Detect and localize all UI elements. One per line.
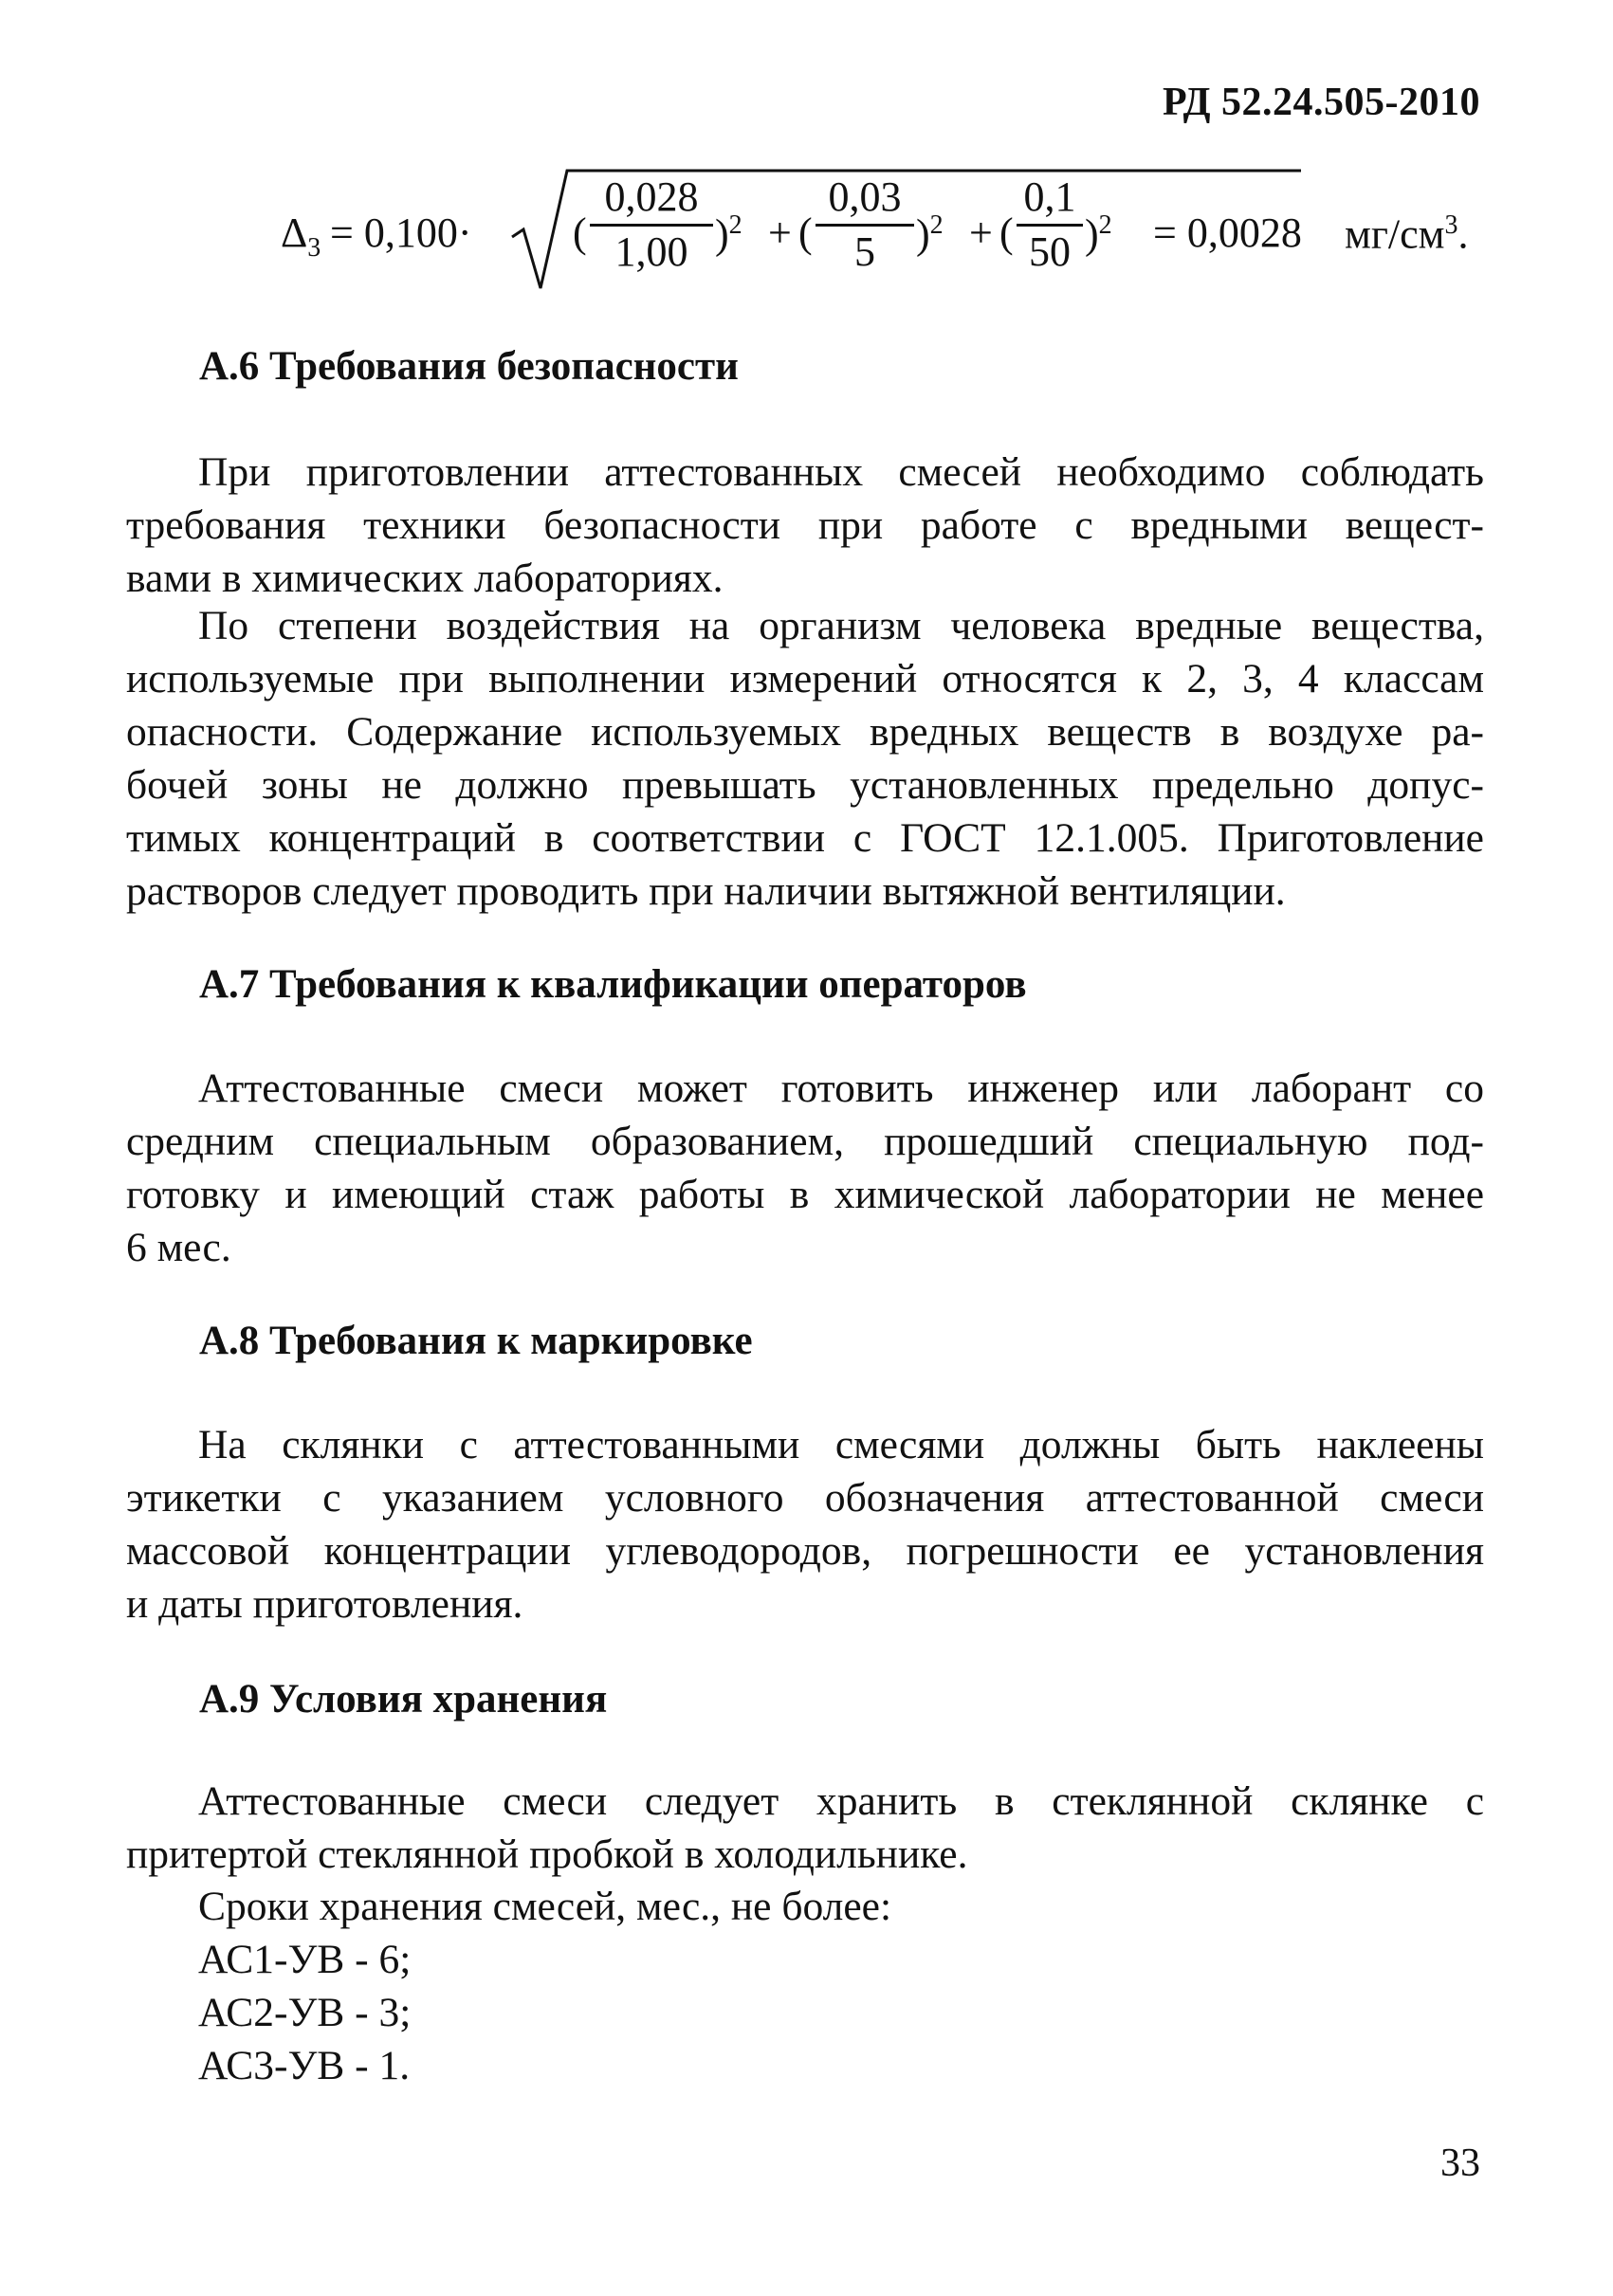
fraction-denominator: 50	[1029, 228, 1071, 275]
fraction-numerator: 0,1	[1023, 173, 1076, 220]
fraction-term-3	[1017, 173, 1083, 275]
formula-coefficient: = 0,100·	[330, 210, 472, 256]
section-heading-a6: А.6 Требования безопасности	[199, 344, 739, 389]
plus-sign: +	[768, 210, 792, 256]
section-heading-a7: А.7 Требования к квалификации операторов	[199, 962, 1027, 1007]
term-3-close: )$^2$	[1085, 210, 1112, 258]
paren-open: (	[798, 210, 813, 256]
paragraph-a7-1: Аттестованные смеси может готовить инженер или лаборант со средним специальным образованием, прошедший специальную под- готовку и имеющий стаж работы в химической лаборатории не менее 6 мес.	[126, 1066, 1484, 1270]
section-heading-a8: А.8 Требования к маркировке	[199, 1319, 753, 1363]
fraction-bar	[1017, 224, 1083, 227]
fraction-numerator: 0,03	[828, 173, 902, 220]
fraction-bar	[816, 224, 914, 227]
formula-unit: $мг/см^3$.	[1345, 210, 1469, 258]
formula-lhs: $\Delta_3$	[281, 210, 321, 263]
section-heading-a9: А.9 Условия хранения	[199, 1677, 608, 1722]
fraction-numerator: 0,028	[604, 173, 699, 220]
plus-sign: +	[969, 210, 993, 256]
fraction-denominator: 1,00	[614, 228, 688, 275]
document-code: РД 52.24.505-2010	[1162, 81, 1480, 124]
storage-terms-intro: Сроки хранения смесей, мес., не более:	[198, 1884, 892, 1929]
fraction-bar	[590, 224, 713, 227]
formula-result: = 0,0028	[1153, 210, 1302, 256]
term-2-close: )$^2$	[916, 210, 944, 258]
formula-delta3	[281, 163, 1469, 305]
list-item: АС1-УВ - 6;	[198, 1937, 412, 1982]
list-item: АС2-УВ - 3;	[198, 1990, 412, 2035]
paragraph-a9-1: Аттестованные смеси следует хранить в стеклянной склянке с притертой стеклянной пробкой в холодильнике.	[126, 1778, 1484, 1877]
paren-open: (	[573, 210, 587, 256]
list-item: АС3-УВ - 1.	[198, 2043, 411, 2088]
fraction-term-1	[590, 173, 713, 275]
fraction-term-2	[816, 173, 914, 275]
term-1-close: )$^2$	[715, 210, 742, 258]
paragraph-a6-1: При приготовлении аттестованных смесей необходимо соблюдать требования техники безопасности при работе с вредными вещест- вами в химических лабораториях.	[126, 449, 1484, 601]
fraction-denominator: 5	[854, 228, 875, 275]
page-number: 33	[1440, 2141, 1480, 2185]
paragraph-a6-2: По степени воздействия на организм человека вредные вещества, используемые при выполнении измерений относятся к 2, 3, 4 классам опасности. Содержание используемых вредных веществ в воздухе ра- бочей зоны не должно превышать установленных предельно допус- тимых концентраций в соответствии с ГОСТ 12.1.005. Приготовление растворов следует проводить при наличии вытяжной вентиляции.	[126, 603, 1484, 914]
paragraph-a8-1: На склянки с аттестованными смесями должны быть наклеены этикетки с указанием условного обозначения аттестованной смеси массовой концентрации углеводородов, погрешности ее установления и даты приготовления.	[126, 1422, 1484, 1627]
paren-open: (	[999, 210, 1014, 256]
